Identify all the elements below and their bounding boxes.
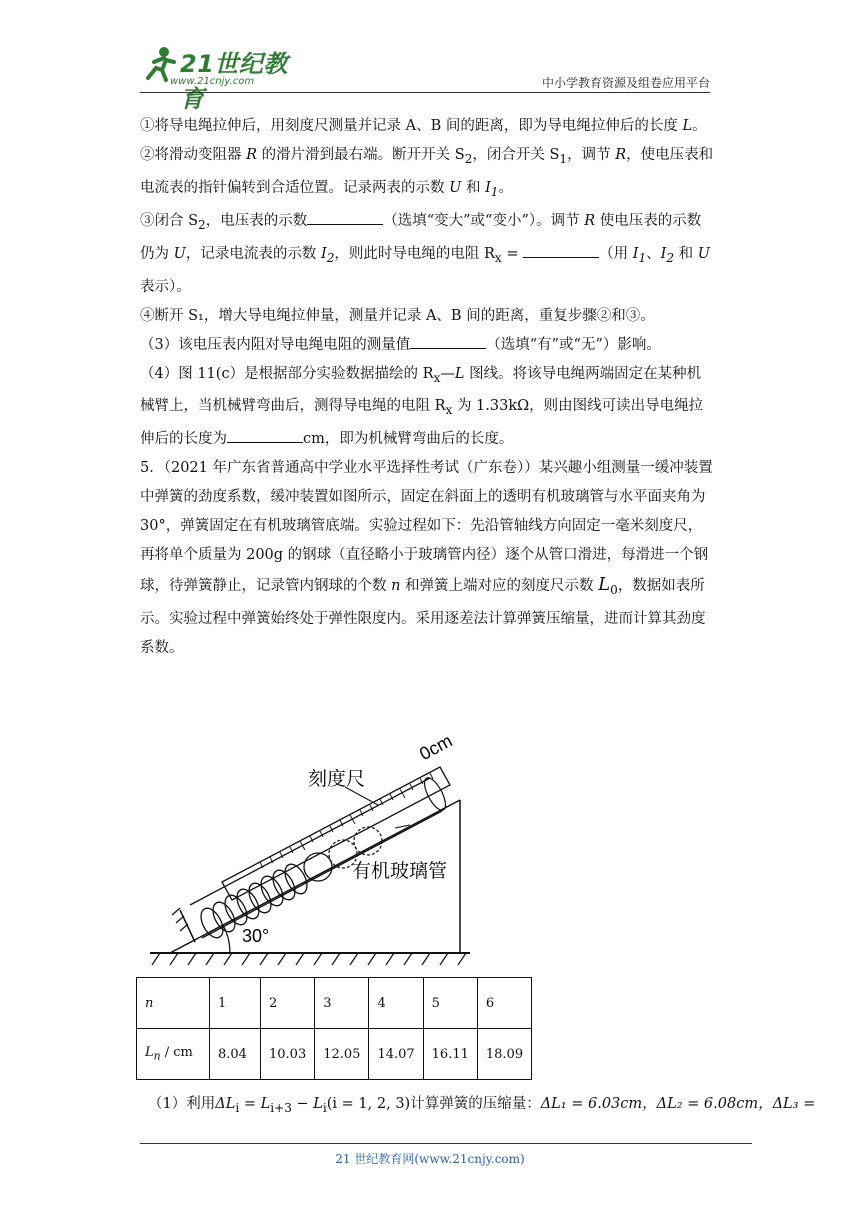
tube-opening [420,775,449,813]
site-logo [140,40,310,113]
answer-blank[interactable] [410,334,486,349]
table-cell: 4 [369,978,423,1029]
table-cell: 5 [423,978,477,1029]
table-header-n: n [137,978,210,1029]
answer-blank[interactable] [523,243,599,258]
data-table [136,977,532,1080]
buffer-device-diagram [150,730,480,980]
table-cell: 14.07 [369,1029,423,1080]
logo-url: www.21cnjy.com [170,76,255,87]
step-1: ①将导电绳拉伸后，用刻度尺测量并记录 A、B 间的距离，即为导电绳拉伸后的长度 L。 [140,118,707,134]
step-3: ③闭合 $S_2$，电压表的示数 （选填“变大”或“变小”）。调节 R 使电压表的示数仍为 U，记录电流表的示数 $I_2$，则此时导电绳的电阻 $R_x$ = （用 $I_1$、$I_2$ 和 U 表示）。 [140,207,715,302]
question-3: （3）该电压表内阻对导电绳电阻的测量值 （选填“有”或“无”）影响。 [140,331,715,360]
header-divider [140,92,710,93]
table-cell: 6 [477,978,531,1029]
sub-question-1: （1）利用$\Delta L_i = L_{i+3} - L_i(i = 1$, 2, 3)计算弹簧的压缩量：ΔL₁ = 6.03cm，ΔL₂ = 6.08cm，ΔL₃ = [148,1096,816,1115]
table-cell: 3 [315,978,369,1029]
table-row [137,978,532,1029]
angle-arc [223,925,230,953]
table-cell: 2 [261,978,315,1029]
answer-blank[interactable] [227,428,303,443]
table-cell: 1 [210,978,261,1029]
glass-tube-top [190,778,430,905]
answer-blank[interactable] [307,210,383,225]
platform-name: 中小学教育资源及组卷应用平台 [541,76,710,90]
table-row [137,1029,532,1080]
table-header-L: $L_n$ / cm [137,1029,210,1080]
table-cell: 18.09 [477,1029,531,1080]
footer-divider [140,1143,752,1144]
table-cell: 16.11 [423,1029,477,1080]
table-cell: 12.05 [315,1029,369,1080]
zero-cm-label: 0cm [416,730,456,765]
table-cell: 10.03 [261,1029,315,1080]
step-4: ④断开 S₁，增大导电绳拉伸量，测量并记录 A、B 间的距离，重复步骤②和③。 [140,307,655,324]
step-2: ②将滑动变阻器 R 的滑片滑到最右端。断开开关 $S_2$，闭合开关 $S_1$，调节 R，使电压表和电流表的指针偏转到合适位置。记录两表的示数 U 和 $I_1$。 [140,147,714,199]
angle-label: 30° [242,926,270,946]
logo-text: 21世纪教育 [180,50,288,113]
tube-label: 有机玻璃管 [352,861,448,882]
question-4: （4）图 11(c）是根据部分实验数据描绘的 $R_x—L$ 图线。将该导电绳两端固定在某种机械臂上，当机械臂弯曲后，测得导电绳的电阻 $R_x$ 为 1.33kΩ，则由图线可读出导电绳拉伸后的长度为 cm，即为机械臂弯曲后的长度。 [140,365,704,448]
table-cell: 8.04 [210,1029,261,1080]
problem-5: 5．（2021 年广东省普通高中学业水平选择性考试（广东卷））某兴趣小组测量一缓冲装置中弹簧的劲度系数，缓冲装置如图所示，固定在斜面上的透明有机玻璃管与水平面夹角为 30°，弹簧固定在有机玻璃管底端。实验过程如下：先沿管轴线方向固定一毫米刻度尺，再将单个质量为 200g 的钢球（直径略小于玻璃管内径）逐个从管口滑进，每滑进一个钢球，待弹簧静止，记录管内钢球的个数 n 和弹簧上端对应的刻度尺示数 $L_0$，数据如表所示。实验过程中弹簧始终处于弹性限度内。采用逐差法计算弹簧压缩量，进而计算其劲度系数。 [140,460,713,657]
question-text [140,112,715,663]
footer-link[interactable]: 21 世纪教育网(www.21cnjy.com) [335,1152,525,1166]
ground-hatch [152,953,466,965]
ruler-label: 刻度尺 [308,769,366,790]
